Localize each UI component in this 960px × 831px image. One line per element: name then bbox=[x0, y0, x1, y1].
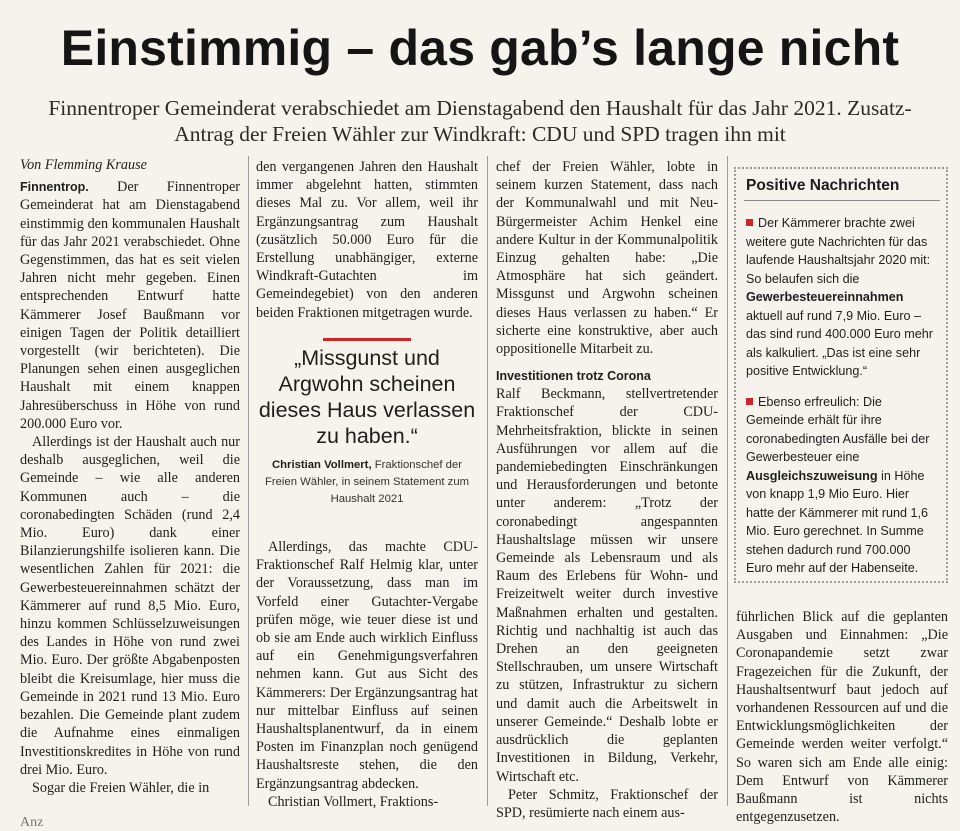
column-divider bbox=[487, 156, 488, 806]
quote-speaker: Christian Vollmert, bbox=[271, 459, 372, 471]
pull-quote: „Missgunst und Argwohn scheinen dieses Haus verlassen zu haben.“ bbox=[258, 346, 476, 448]
author-byline: Von Flemming Krause bbox=[20, 157, 147, 173]
info-text: aktuell auf rund 7,9 Mio. Euro – das sind rund 400.000 Euro mehr als kalkuliert. „Das ist eine sehr positive Entwicklung.“ bbox=[746, 308, 933, 378]
paragraph-10: führlichen Blick auf die geplanten Ausgaben und Einnahmen: „Die Coronapandemie setzt zwar Fragezeichen für die Zukunft, der Haushaltsentwurf baut jedoch auf vorhandenen Ressourcen auf und die Entwicklungsmöglichkeiten der Gemeinde werden weiter verfolgt.“ So waren sich am Ende alle einig: Dem Entwurf von Kämmerer Baußmann ist nichts entgegenzusetzen. bbox=[736, 609, 948, 826]
info-box-item bbox=[746, 393, 940, 578]
pull-quote-attribution bbox=[256, 457, 478, 508]
info-highlight: Ausgleichszuweisung bbox=[746, 468, 878, 483]
paragraph-8: Ralf Beckmann, stellvertretender Fraktionschef der CDU-Mehrheitsfraktion, blickte in seinen Ausführungen vor allem auf die pandemiebedingten Einschränkungen und Herausforderungen und betonte unter anderem: „Trotz der coronabedingt angespannten Haushaltslage müssen wir unsere Gemeinde als Lebensraum und als Raum des Erlebens für Wohn- und Freizeitwelt weiter durch investive Maßnahmen erhalten und gestalten. Richtig und nachhaltig ist auch das Drehen an den geeigneten Stellschrauben, um unsere Wirtschaft zu stützen, Infrastruktur zu sichern und damit auch die Arbeitswelt in unserer Gemeinde.“ Deshalb lobte er ausdrücklich die geplanten Investitionen in Bildung, Verkehr, Wirtschaft etc. bbox=[496, 386, 718, 785]
dateline: Finnentrop. bbox=[20, 180, 89, 195]
info-box-title: Positive Nachrichten bbox=[746, 177, 900, 194]
paragraph-3: Sogar die Freien Wähler, die in bbox=[32, 779, 210, 796]
info-text: Ebenso erfreulich: Die Gemeinde erhält für ihre coronabedingten Ausfälle bei der Gewerbesteuer eine bbox=[746, 394, 930, 464]
quote-accent-bar bbox=[323, 338, 411, 341]
column-divider bbox=[727, 156, 728, 806]
paragraph-1-text: Der Finnentroper Gemeinderat hat am Dienstagabend einstimmig den kommunalen Haushalt für das Jahr 2021 verabschiedet. Ohne Gegenstimmen, das hat es seit vielen Jahren nicht mehr gegeben. Einen entsprechenden Entwurf hatte Kämmerer Josef Baußmann vor einigen Tagen der Politik detailliert vorgestellt (wir berichteten). Die Planungen sehen einen ausgeglichen Haushalt mit einem knappen Jahresüberschuss in Höhe von rund 200.000 Euro vor. bbox=[20, 179, 240, 432]
subheadline: Finnentroper Gemeinderat verabschiedet am Dienstagabend den Haushalt für das Jahr 2021. Zusatz-Antrag der Freien Wähler zur Windkraft: CDU und SPD tragen ihn mit bbox=[48, 96, 912, 146]
paragraph-9: Peter Schmitz, Fraktionschef der SPD, resümierte nach einem aus- bbox=[496, 786, 718, 821]
info-box-item bbox=[746, 214, 940, 381]
info-box-body bbox=[746, 214, 940, 590]
lead-paragraph bbox=[20, 178, 240, 433]
paragraph-5: Allerdings, das machte CDU-Fraktionschef Ralf Helmig klar, unter der Voraussetzung, dass man im Vorfeld einer Gutachter-Vergabe prüfen möge, wie teuer diese ist und ob sie am Ende auch wirklich Einfluss auf ein Genehmigungsverfahren nehmen kann. Gut aus Sicht des Kämmerers: Der Ergänzungsantrag hat nur mittelbar Einfluss auf seinen Haushaltsplanentwurf, da in einem Posten im Finanzplan noch genügend Haushaltsreste stehen, die den Ergänzungsantrag abdecken. bbox=[256, 539, 478, 792]
paragraph-2: Allerdings ist der Haushalt auch nur deshalb ausgeglichen, weil die Gemeinde – wie alle anderen Kommunen auch – die coronabedingten Schäden (rund 2,4 Mio. Euro) dank einer Bilanzierungshilfe isolieren kann. Die wesentlichen Zahlen für 2021: die Gewerbesteuereinnahmen schätzt der Kämmerer auf rund 8,5 Mio. Euro, hinzu kommen Schlüsselzuweisungen des Landes in Höhe von rund zwei Mio. Euro. Der größte Abgabenposten bleibt die Kreisumlage, hier muss die Gemeinde in 2021 rund 13 Mio. Euro bezahlen. Die Gemeinde plant zudem die Aufnahme eines einmaligen Investitionskredites in Höhe von rund drei Mio. Euro. bbox=[20, 434, 240, 778]
quote-speaker-role: Fraktionschef der Freien Wähler, in seinem Statement zum Haushalt 2021 bbox=[264, 459, 470, 505]
column-divider bbox=[248, 156, 249, 806]
red-square-bullet-icon bbox=[746, 219, 753, 226]
article-column-1 bbox=[20, 156, 240, 797]
info-highlight: Gewerbesteuereinnahmen bbox=[746, 290, 904, 304]
article-column-3 bbox=[496, 158, 718, 822]
paragraph-4: den vergangenen Jahren den Haushalt immer abgelehnt hatten, stimmten dieses Mal zu. Vor allem, weil ihr Ergänzungsantrag zum Haushalt (zusätzlich 50.000 Euro für die Erstellung unabhängiger, externe Windkraft-Gutachten im Gemeindegebiet) von den anderen beiden Fraktionen mitgetragen wurde. bbox=[256, 159, 478, 321]
article-column-2 bbox=[256, 158, 478, 322]
info-text: Der Kämmerer brachte zwei weitere gute Nachrichten für das laufende Haushaltsjahr 2020 mit: So belaufen sich die bbox=[746, 216, 931, 286]
info-box-rule bbox=[744, 200, 940, 201]
headline: Einstimmig – das gab’s lange nicht bbox=[60, 20, 900, 76]
red-square-bullet-icon bbox=[746, 398, 753, 405]
info-text: in Höhe von knapp 1,9 Mio Euro. Hier hatte der Kämmerer mit rund 1,6 Mio. Euro gerechnet. In Summe stehen dadurch rund 700.000 Euro mehr auf der Habenseite. bbox=[746, 468, 928, 575]
article-column-4 bbox=[736, 608, 948, 826]
paragraph-6: Christian Vollmert, Fraktions- bbox=[268, 793, 439, 810]
cut-off-footer-text: Anz bbox=[20, 815, 44, 830]
article-column-2-continued bbox=[256, 538, 478, 811]
paragraph-7: chef der Freien Wähler, lobte in seinem kurzen Statement, dass nach der Kommunalwahl und mit Neu-Bürgermeister Achim Henkel eine andere Kultur in der Kommunalpolitik Einzug gehalten habe: „Die Atmosphäre hat sich geändert. Missgunst und Argwohn scheinen dieses Haus verlassen zu haben.“ Er sicherte eine konstruktive, aber auch oppositionelle Mitarbeit zu. bbox=[496, 159, 718, 358]
section-subheading: Investitionen trotz Corona bbox=[496, 369, 651, 384]
